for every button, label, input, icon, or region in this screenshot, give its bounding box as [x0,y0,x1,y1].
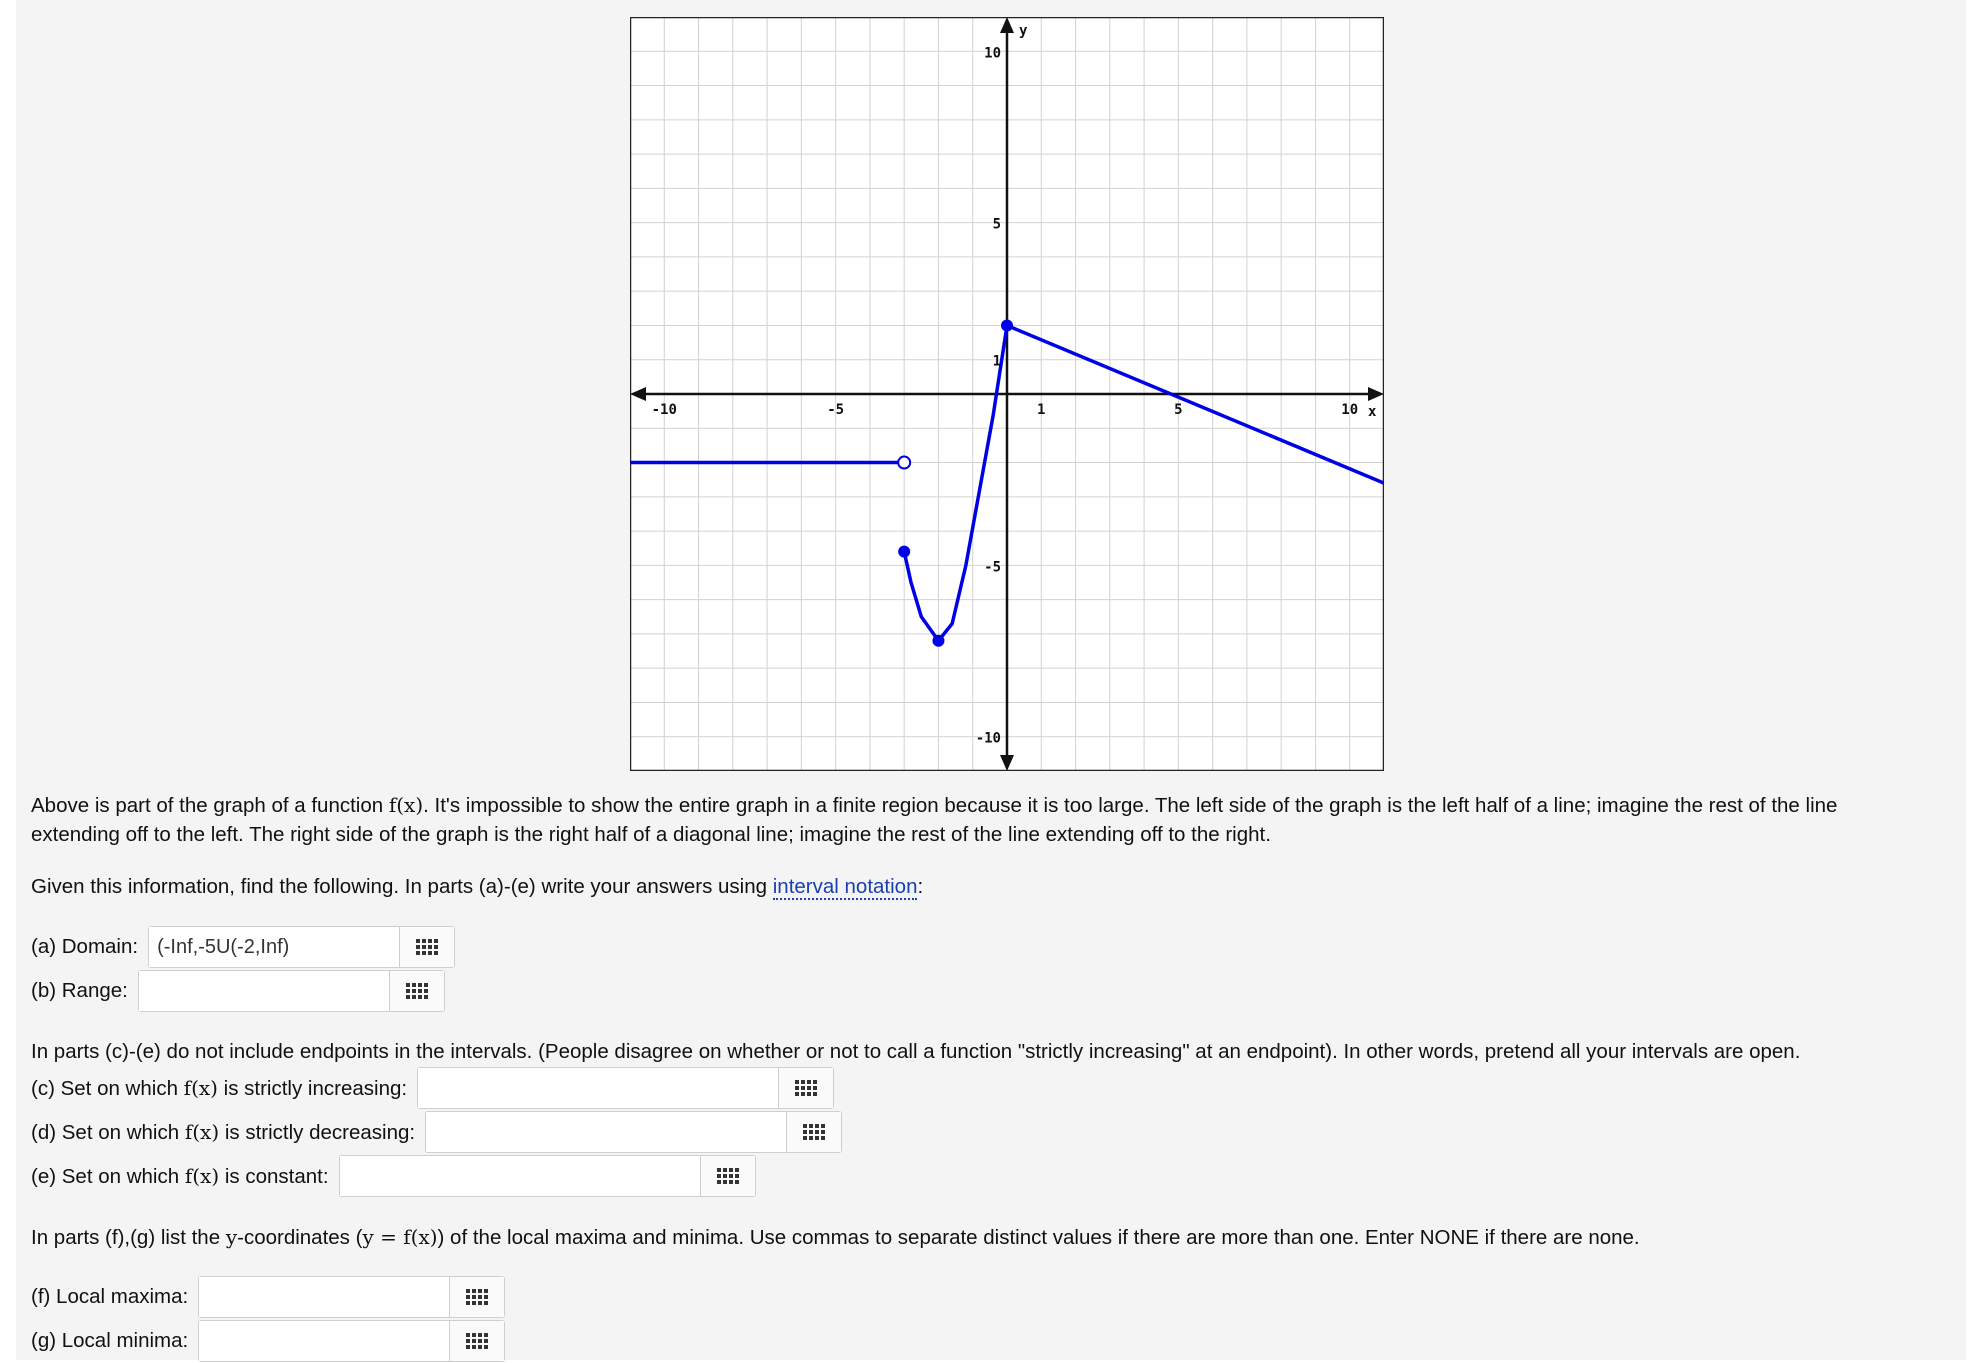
decreasing-label [31,1120,415,1145]
range-equation-editor-button[interactable] [389,971,444,1011]
increasing-label-after: is strictly increasing: [217,1076,408,1100]
x-axis-label: x [1368,404,1377,420]
increasing-equation-editor-button[interactable] [778,1068,833,1108]
keypad-icon [803,1124,825,1140]
range-input[interactable] [139,971,389,1011]
increasing-label [31,1076,407,1101]
local-maxima-input[interactable] [199,1277,449,1317]
closed-endpoint-marker [898,546,910,558]
local-maxima-equation-editor-button[interactable] [449,1277,504,1317]
open-endpoint-marker [898,457,910,469]
x-tick-label: 10 [1341,402,1359,418]
instructions-paragraph [31,872,923,902]
x-tick-label: 1 [1037,402,1046,418]
constant-equation-editor-button[interactable] [700,1156,755,1196]
y-tick-label: 1 [992,353,1001,370]
domain-field [148,926,455,968]
function-notation: f(x) [388,793,424,817]
domain-label: (a) Domain: [31,935,139,958]
keypad-icon [795,1080,817,1096]
intro-text-before: Above is part of the graph of a function [31,794,389,817]
y-axis-label: y [1019,23,1028,39]
problem-panel [16,0,1966,1360]
decreasing-field [425,1111,842,1153]
extrema-text-before: In parts (f),(g) list the [31,1226,226,1249]
decreasing-label-after: is strictly decreasing: [219,1120,416,1144]
y-tick-label: -5 [984,559,1001,576]
increasing-label-before: (c) Set on which [31,1076,184,1100]
keypad-icon [466,1333,488,1349]
x-tick-label: -10 [651,402,677,418]
question-c-row [31,1066,834,1110]
open-intervals-note: In parts (c)-(e) do not include endpoints in the intervals. (People disagree on whether or not to call a function "strictly increasing" at an endpoint). In other words, pretend all your intervals are open. [31,1040,1801,1063]
keypad-icon [406,983,428,999]
range-field [138,970,445,1012]
intro-paragraph-line1 [31,790,1837,821]
keypad-icon [416,939,438,955]
increasing-input[interactable] [418,1068,778,1108]
local-maxima-field [198,1276,505,1318]
extrema-text-mid: -coordinates ( [237,1226,363,1249]
x-tick-label: 5 [1174,402,1183,418]
y-tick-label: 10 [984,45,1001,62]
question-f-row [31,1275,505,1319]
instructions-text: Given this information, find the following. In parts (a)-(e) write your answers using [31,875,773,898]
decreasing-label-before: (d) Set on which [31,1120,185,1144]
keypad-icon [466,1289,488,1305]
decreasing-equation-editor-button[interactable] [786,1112,841,1152]
range-label: (b) Range: [31,979,128,1002]
question-g-row [31,1319,505,1363]
closed-endpoint-marker [1001,319,1013,331]
y-tick-label: 5 [992,216,1001,233]
instructions-colon: : [917,875,924,898]
x-tick-label: -5 [827,402,845,418]
decreasing-fx: f(x) [184,1119,220,1144]
constant-label-before: (e) Set on which [31,1164,185,1188]
extrema-instructions [31,1222,1640,1253]
intro-text-after: . It's impossible to show the entire graph in a finite region because it is too large. The left side of the graph is the left half of a line; imagine the rest of the line [423,794,1838,817]
question-e-row [31,1154,756,1198]
intro-paragraph-line2: extending off to the left. The right side of the graph is the right half of a diagonal line; imagine the rest of the line extending off to the right. [31,823,1271,846]
increasing-field [417,1067,834,1109]
increasing-fx: f(x) [183,1075,218,1100]
extrema-y: y [225,1225,238,1249]
keypad-icon [717,1168,739,1184]
constant-field [339,1155,756,1197]
question-a-row [31,925,455,969]
local-minima-input[interactable] [199,1321,449,1361]
local-minima-label: (g) Local minima: [31,1329,189,1352]
extrema-text-after: ) of the local maxima and minima. Use commas to separate distinct values if there are more than one. Enter NONE if there are none. [437,1226,1640,1249]
local-minima-field [198,1320,505,1362]
extrema-equation: y = f(x) [362,1225,438,1249]
y-tick-label: -10 [975,730,1001,747]
graph-svg [630,17,1384,771]
question-d-row [31,1110,842,1154]
domain-input[interactable] [149,927,399,967]
domain-equation-editor-button[interactable] [399,927,454,967]
constant-label-after: is constant: [219,1164,329,1188]
question-b-row [31,969,445,1013]
minimum-point-marker [932,635,944,647]
function-graph [630,17,1384,771]
decreasing-input[interactable] [426,1112,786,1152]
constant-input[interactable] [340,1156,700,1196]
local-maxima-label: (f) Local maxima: [31,1285,189,1308]
constant-label [31,1164,329,1189]
constant-fx: f(x) [184,1163,220,1188]
interval-notation-link[interactable]: interval notation [772,875,918,898]
local-minima-equation-editor-button[interactable] [449,1321,504,1361]
